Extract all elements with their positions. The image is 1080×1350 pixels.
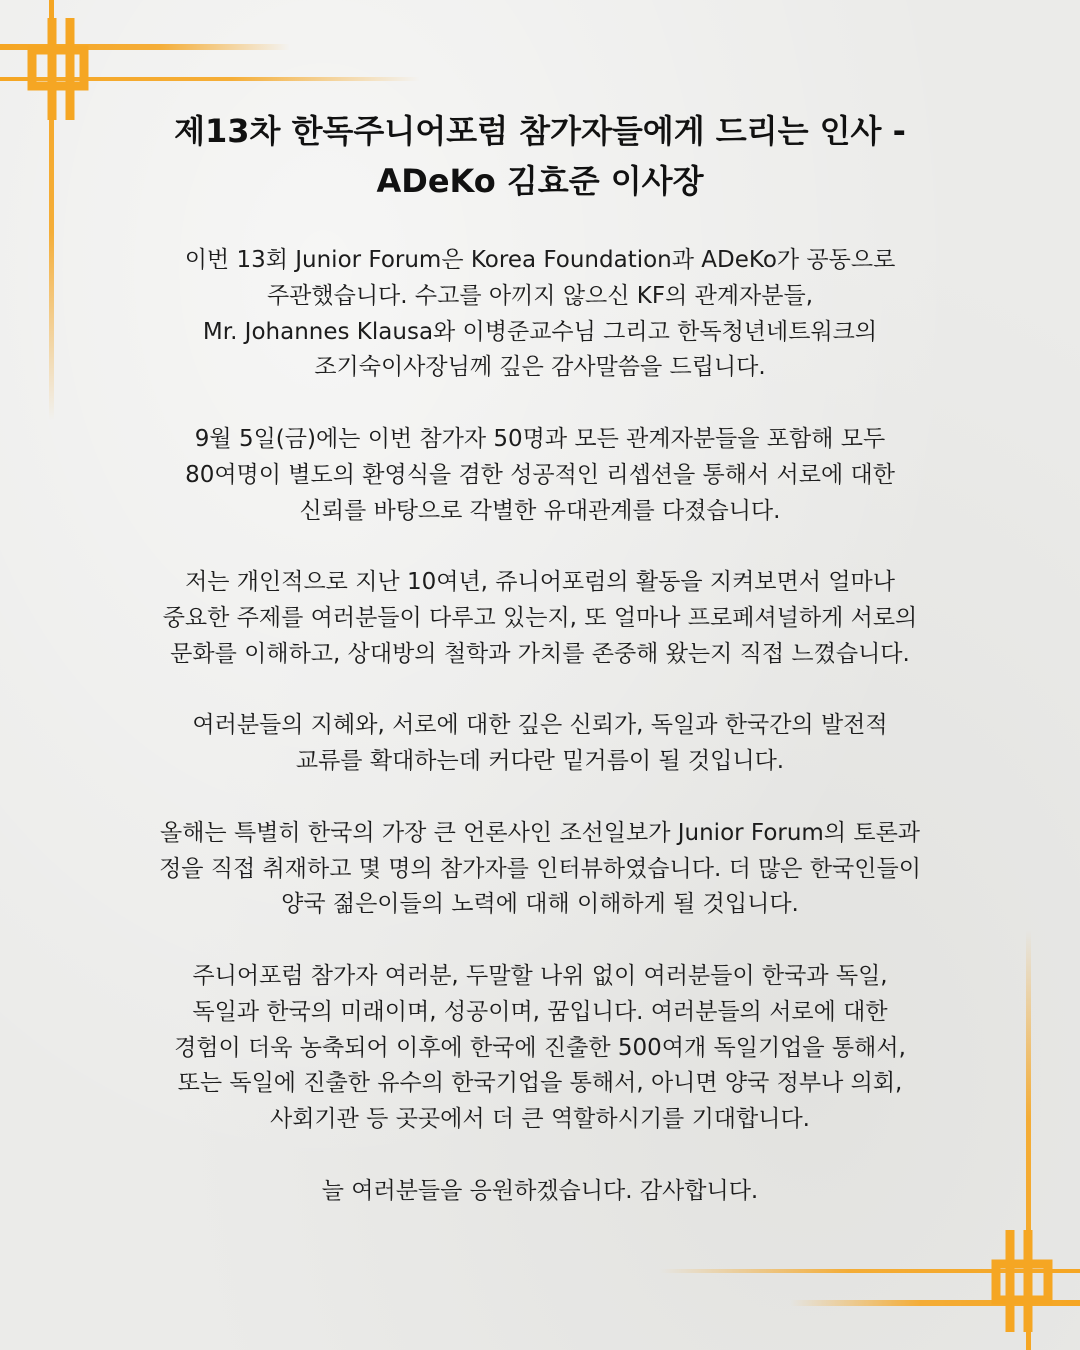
text-line: 주관했습니다. 수고를 아끼지 않으신 KF의 관계자분들,: [266, 282, 814, 309]
paragraph-observation: [70, 565, 1010, 672]
text-line: 중요한 주제를 여러분들이 다루고 있는지, 또 얼마나 프로페셔널하게 서로의: [162, 604, 918, 631]
text-line: 80여명이 별도의 환영식을 겸한 성공적인 리셉션을 통해서 서로에 대한: [185, 461, 895, 488]
text-line: 이번 13회 Junior Forum은 Korea Foundation과 ADeKo가 공동으로: [184, 247, 896, 273]
text-line: 또는 독일에 진출한 유수의 한국기업을 통해서, 아니면 양국 정부나 의회,: [177, 1070, 903, 1097]
paragraph-thanks: [70, 243, 1010, 386]
text-line: 사회기관 등 곳곳에서 더 큰 역할하시기를 기대합니다.: [270, 1106, 810, 1133]
text-line: 문화를 이해하고, 상대방의 철학과 가치를 존중해 왔는지 직접 느꼈습니다.: [170, 640, 910, 667]
text-line: 올해는 특별히 한국의 가장 큰 언론사인 조선일보가 Junior Forum의 토론과: [159, 819, 921, 846]
paragraph-wisdom: [70, 708, 1010, 780]
text-line: 신뢰를 바탕으로 각별한 유대관계를 다졌습니다.: [299, 497, 781, 524]
letter-body: [70, 243, 1010, 1245]
paragraph-reception: [70, 422, 1010, 529]
text-line: 교류를 확대하는데 커다란 밑거름이 될 것입니다.: [295, 748, 785, 775]
paragraph-media: [70, 816, 1010, 923]
text-line: 주니어포럼 참가자 여러분, 두말할 나위 없이 여러분들이 한국과 독일,: [192, 962, 888, 989]
text-line: 9월 5일(금)에는 이번 참가자 50명과 모든 관계자분들을 포함해 모두: [194, 425, 886, 452]
text-line: 저는 개인적으로 지난 10여년, 쥬니어포럼의 활동을 지켜보면서 얼마나: [185, 569, 895, 596]
text-line: 독일과 한국의 미래이며, 성공이며, 꿈입니다. 여러분들의 서로에 대한: [192, 998, 888, 1025]
text-line: 늘 여러분들을 응원하겠습니다. 감사합니다.: [321, 1177, 759, 1204]
text-line: 경험이 더욱 농축되어 이후에 한국에 진출한 500여개 독일기업을 통해서,: [174, 1034, 906, 1061]
text-line: 정을 직접 취재하고 몇 명의 참가자를 인터뷰하였습니다. 더 많은 한국인들이: [159, 855, 921, 882]
text-line: 조기숙이사장님께 깊은 감사말씀을 드립니다.: [314, 354, 766, 381]
page-title: [60, 106, 1020, 206]
text-line: Mr. Johannes Klausa와 이병준교수님 그리고 한독청년네트워크의: [202, 318, 878, 345]
title-line: ADeKo 김효준 이사장: [376, 162, 704, 200]
paragraph-future: [70, 959, 1010, 1138]
text-line: 양국 젊은이들의 노력에 대해 이해하게 될 것입니다.: [281, 891, 799, 918]
title-line: 제13차 한독주니어포럼 참가자들에게 드리는 인사 -: [174, 112, 906, 150]
paragraph-closing: [70, 1174, 1010, 1210]
text-line: 여러분들의 지혜와, 서로에 대한 깊은 신뢰가, 독일과 한국간의 발전적: [192, 712, 888, 739]
